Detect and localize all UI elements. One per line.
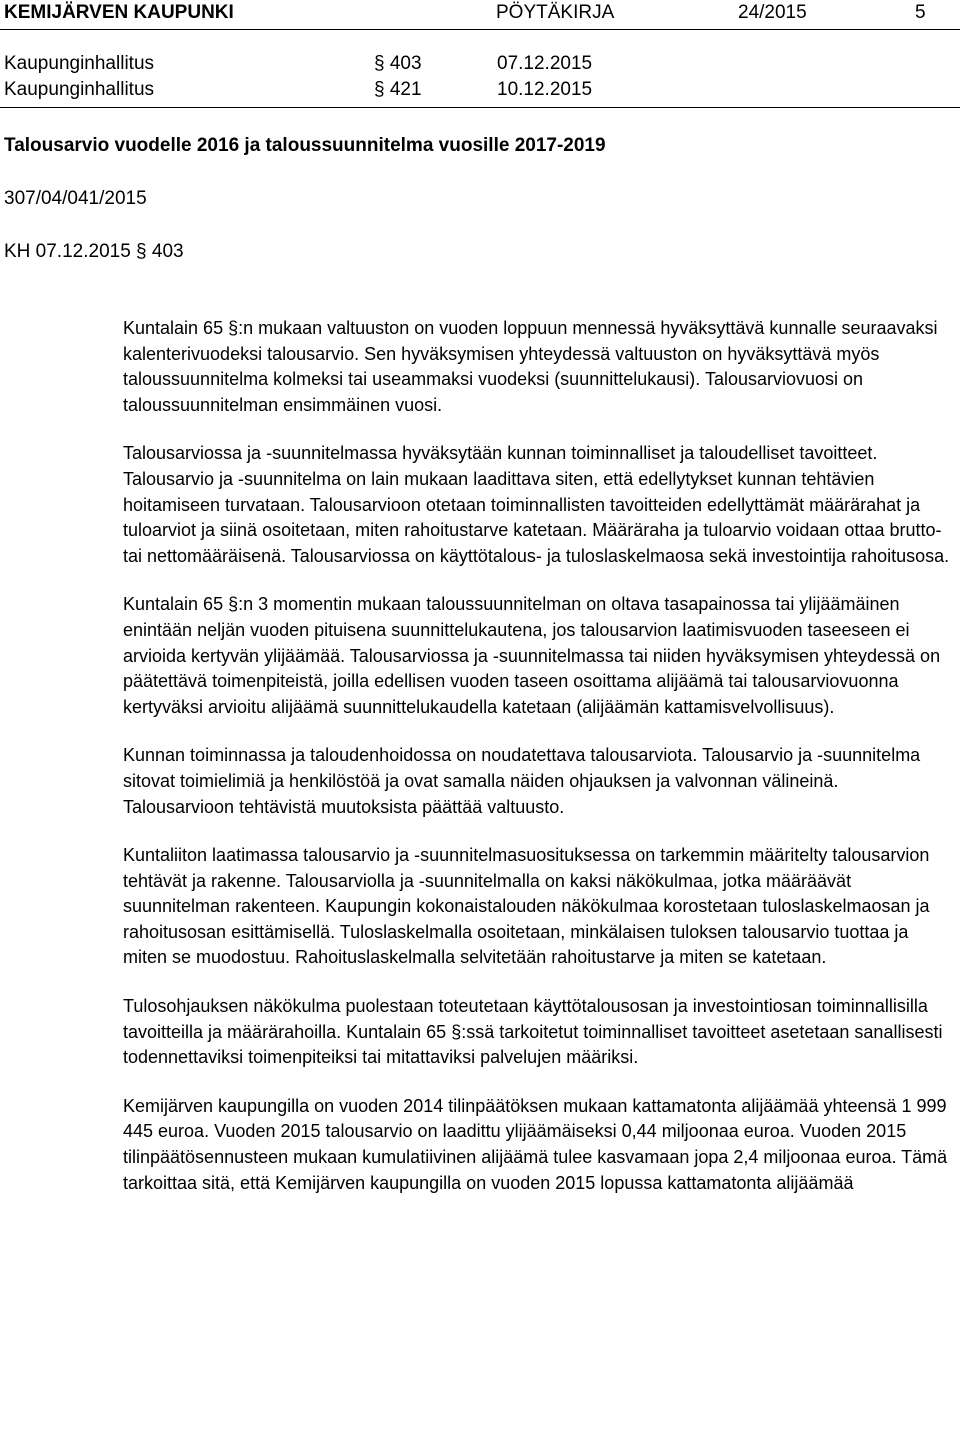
body-paragraph: Kuntalain 65 §:n mukaan valtuuston on vuoden loppuun mennessä hyväksyttävä kunnalle seuraavaksi kalenterivuodeksi talousarvio. Sen hyväksymisen yhteydessä valtuuston on hyväksyttävä myös taloussuunnitelma kolmeksi tai useammaksi vuodeksi (suunnittelukausi). Talousarviovuosi on taloussuunnitelman ensimmäinen vuosi.: [123, 318, 938, 415]
meeting-row: [4, 53, 704, 79]
document-type: PÖYTÄKIRJA: [496, 2, 615, 23]
handling-reference: KH 07.12.2015 § 403: [4, 241, 184, 262]
meeting-date: 10.12.2015: [497, 79, 593, 100]
organization-name: KEMIJÄRVEN KAUPUNKI: [4, 2, 234, 23]
body-paragraph: Tulosohjauksen näkökulma puolestaan toteutetaan käyttötalousosan ja investointiosan toiminnallisilla tavoitteilla ja määrärahoilla. Kuntalain 65 §:ssä tarkoitetut toiminnalliset tavoitteet asetetaan sanallisesti todennettaviksi toimenpiteiksi tai mitattaviksi palvelujen määriksi.: [123, 996, 943, 1068]
page-number: 5: [915, 2, 926, 23]
body-paragraph: Kuntalain 65 §:n 3 momentin mukaan taloussuunnitelman on oltava tasapainossa tai ylijäämäinen enintään neljän vuoden pituisena suunnittelukautena, jos talousarvion laatimisvuoden taseeseen ei arvioida kertyvän ylijäämää. Talousarviossa ja -suunnitelmassa tai niiden hyväksymisen yhteydessä on päätettävä toimenpiteistä, joilla edellisen vuoden taseen osoittama alijäämä tai talousarviovuonna kertyväksi arvioitu alijäämä suunnittelukaudella katetaan (alijäämän kattamisvelvollisuus).: [123, 594, 941, 717]
section-divider: [0, 107, 960, 108]
page-header: [0, 0, 960, 30]
header-divider: [0, 29, 960, 30]
body-paragraph: Kuntaliiton laatimassa talousarvio ja -suunnitelmasuosituksessa on tarkemmin määritelty talousarvion tehtävät ja rakenne. Talousarviolla ja -suunnitelmalla on kaksi näkökulmaa, jotka määräävät suunnitelman rakenteen. Kaupungin kokonaistalouden näkökulmaa korostetaan tuloslaskelmaosan ja rahoitusosan esittämisellä. Tuloslaskelmalla osoitetaan, minkälaisen tuloksen talousarvio tuottaa ja miten se muodostuu. Rahoituslaskelmalla selvitetään rahoitustarve ja miten se katetaan.: [123, 845, 930, 968]
meeting-section: § 421: [374, 79, 422, 100]
body-paragraph: Kunnan toiminnassa ja taloudenhoidossa on noudatettava talousarviota. Talousarvio ja -suunnitelma sitovat toimielimiä ja henkilöstöä ja ovat samalla näiden ohjauksen ja valvonnan välineinä. Talousarvioon tehtävistä muutoksista päättää valtuusto.: [123, 745, 921, 817]
document-number: 24/2015: [738, 2, 807, 23]
meeting-body: Kaupunginhallitus: [4, 79, 155, 100]
document-body: [123, 316, 953, 1219]
body-paragraph: Kemijärven kaupungilla on vuoden 2014 tilinpäätöksen mukaan kattamatonta alijäämää yhteensä 1 999 445 euroa. Vuoden 2015 talousarvio on laadittu ylijäämäiseksi 0,44 miljoonaa euroa. Vuoden 2015 tilinpäätösennusteen mukaan kumulatiivinen alijäämä tulee kasvamaan jopa 2,4 miljoonaa euroa. Tämä tarkoittaa sitä, että Kemijärven kaupungilla on vuoden 2015 lopussa kattamatonta alijäämää: [123, 1095, 948, 1193]
meeting-row: [4, 79, 704, 105]
item-title: Talousarvio vuodelle 2016 ja taloussuunnitelma vuosille 2017-2019: [4, 135, 606, 156]
diary-number: 307/04/041/2015: [4, 188, 147, 209]
meeting-body: Kaupunginhallitus: [4, 53, 155, 74]
body-paragraph: Talousarviossa ja -suunnitelmassa hyväksytään kunnan toiminnalliset ja taloudelliset tavoitteet. Talousarvio ja -suunnitelma on lain mukaan laadittava siten, että edellytykset kunnan tehtävien hoitamiseen turvataan. Talousarvioon otetaan toiminnallisten tavoitteiden edellyttämät määrärahat ja tuloarviot ja siinä osoitetaan, miten rahoitustarve katetaan. Määräraha ja tuloarvio voidaan ottaa brutto- tai nettomääräisenä. Talousarviossa on käyttötalous- ja tuloslaskelmaosa sekä investointija rahoitusosa.: [123, 443, 950, 566]
meeting-section: § 403: [374, 53, 422, 74]
meeting-date: 07.12.2015: [497, 53, 593, 74]
